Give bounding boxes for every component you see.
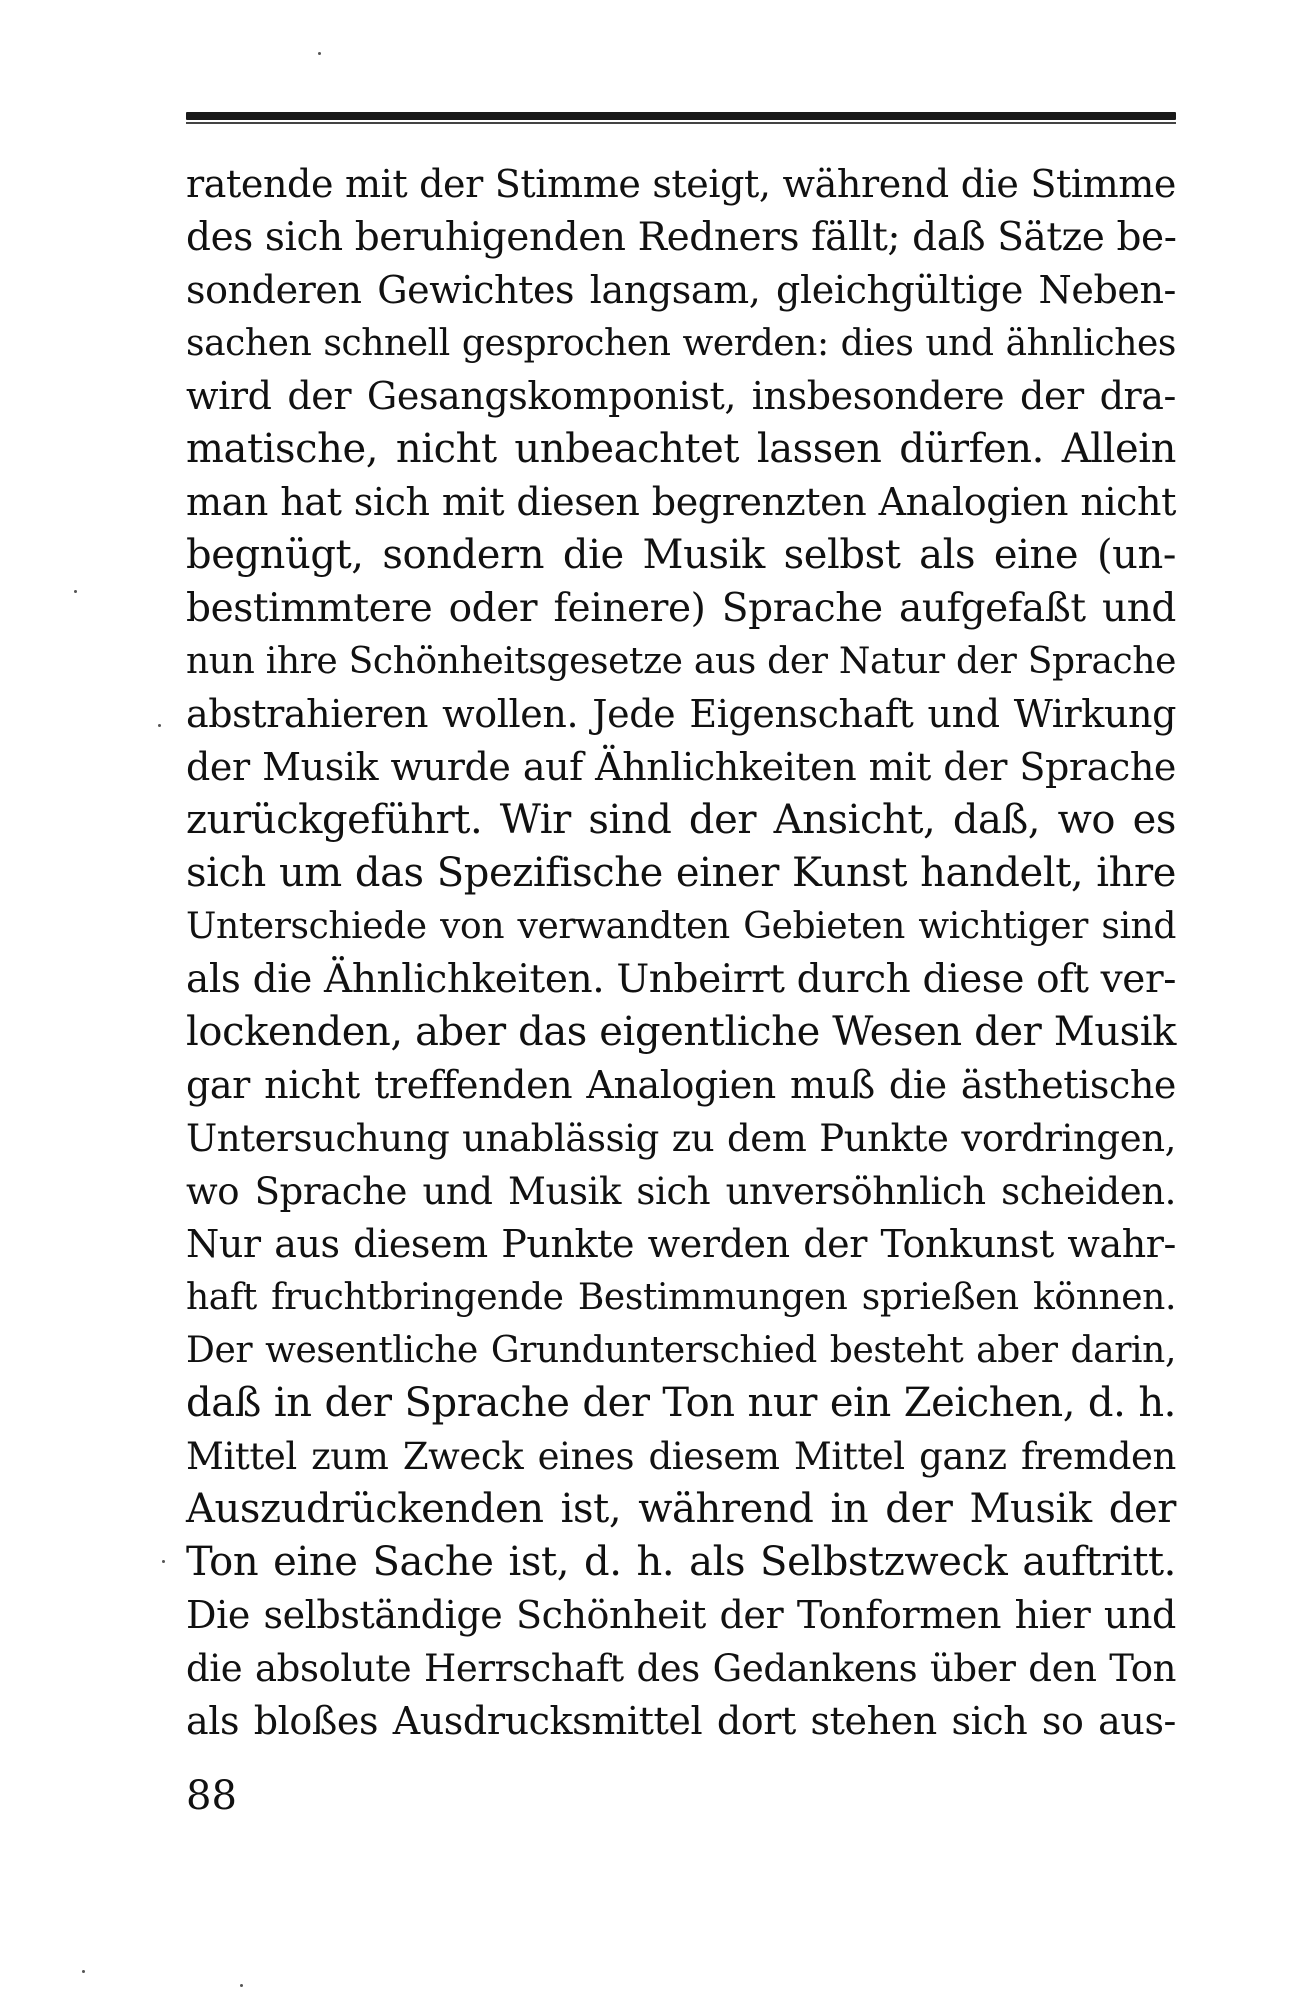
text-line: sonderen Gewichtes langsam, gleichgültige Neben- — [186, 268, 1176, 312]
text-line: wo Sprache und Musik sich unversöhnlich scheiden. — [186, 1170, 1176, 1213]
text-line: matische, nicht unbeachtet lassen dürfen. Allein — [186, 426, 1176, 472]
text-line: bestimmtere oder feinere) Sprache aufgefaßt und — [186, 586, 1176, 631]
page-number: 88 — [186, 1773, 237, 1819]
text-line: Unterschiede von verwandten Gebieten wichtiger sind — [186, 906, 1176, 947]
text-line: Nur aus diesem Punkte werden der Tonkunst wahr- — [186, 1222, 1176, 1266]
text-line: Ton eine Sache ist, d. h. als Selbstzweck auftritt. — [186, 1539, 1176, 1585]
text-line: Mittel zum Zweck eines diesem Mittel ganz fremden — [186, 1435, 1176, 1478]
text-line: gar nicht treffenden Analogien muß die ästhetische — [186, 1063, 1176, 1107]
text-line: als bloßes Ausdrucksmittel dort stehen sich so aus- — [186, 1699, 1176, 1743]
text-line: nun ihre Schönheitsgesetze aus der Natur der Sprache — [186, 641, 1176, 682]
body-text — [186, 158, 1176, 1748]
text-line: die absolute Herrschaft des Gedankens über den Ton — [186, 1647, 1176, 1690]
header-rule — [186, 112, 1176, 120]
text-line: Die selbständige Schönheit der Tonformen hier und — [186, 1593, 1176, 1637]
text-line: Untersuchung unablässig zu dem Punkte vordringen, — [186, 1117, 1176, 1160]
text-line: zurückgeführt. Wir sind der Ansicht, daß, wo es — [186, 797, 1176, 843]
text-line: als die Ähnlichkeiten. Unbeirrt durch diese oft ver- — [186, 957, 1176, 1002]
scan-speck — [162, 1560, 165, 1563]
text-line: der Musik wurde auf Ähnlichkeiten mit der Sprache — [186, 745, 1176, 789]
text-line: sich um das Spezifische einer Kunst handelt, ihre — [186, 850, 1176, 896]
text-line: haft fruchtbringende Bestimmungen sprießen können. — [186, 1277, 1176, 1318]
text-line: ratende mit der Stimme steigt, während die Stimme — [186, 162, 1176, 206]
scan-speck — [74, 590, 77, 593]
text-line: Der wesentliche Grundunterschied besteht aber darin, — [186, 1330, 1176, 1371]
scan-speck — [240, 1984, 243, 1987]
scan-speck — [318, 52, 321, 55]
scan-speck — [158, 724, 161, 727]
text-line: Auszudrückenden ist, während in der Musik der — [186, 1486, 1176, 1532]
text-line: des sich beruhigenden Redners fällt; daß Sätze be- — [186, 215, 1177, 260]
text-line: man hat sich mit diesen begrenzten Analogien nicht — [186, 480, 1176, 524]
text-line: daß in der Sprache der Ton nur ein Zeichen, d. h. — [186, 1380, 1176, 1426]
text-line: lockenden, aber das eigentliche Wesen der Musik — [186, 1009, 1176, 1055]
text-line: begnügt, sondern die Musik selbst als eine (un- — [186, 532, 1176, 578]
text-line: wird der Gesangskomponist, insbesondere der dra- — [186, 374, 1176, 418]
scan-speck — [82, 1970, 85, 1973]
text-line: sachen schnell gesprochen werden: dies und ähnliches — [186, 323, 1176, 364]
text-line: abstrahieren wollen. Jede Eigenschaft und Wirkung — [186, 692, 1176, 736]
